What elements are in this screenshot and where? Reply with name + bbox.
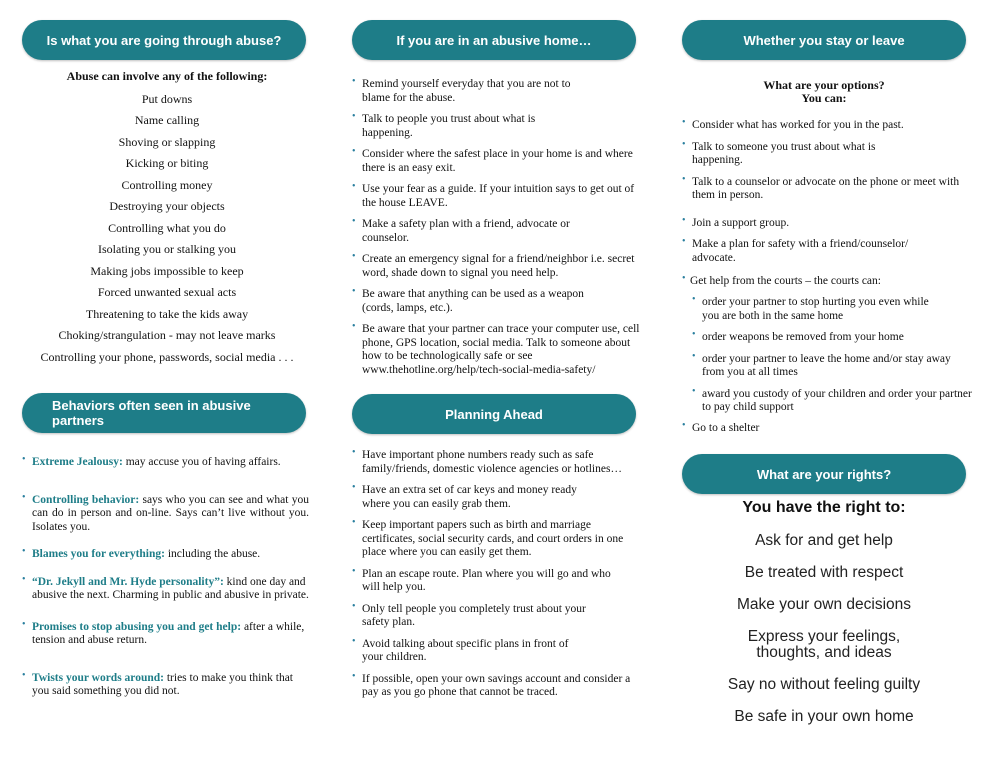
list-item: thoughts, and ideas [756,644,892,661]
behavior-text: may accuse you of having affairs. [122,456,281,468]
options-line-2: You can: [801,91,847,105]
behavior-label: Controlling behavior: [32,493,140,506]
courts-intro: • Get help from the courts – the courts can: [682,275,972,289]
list-item: Kicking or biting [125,156,209,170]
list-item: Forced unwanted sexual acts [97,285,237,299]
header-stay-or-leave [682,20,966,60]
list-item: • Consider where the safest place in your home is and where there is an easy exit. [352,148,648,175]
list-item: • order your partner to stop hurting you even while you are both in the same home [692,296,972,323]
list-item [22,456,309,470]
list-item: Controlling money [121,177,213,192]
header-label: What are your rights? [756,466,892,482]
list-item: Name calling [134,113,200,127]
options-heading [682,79,966,105]
list-item: Controlling what you do [108,220,226,235]
list-item: • Have important phone numbers ready such as safe family/friends, domestic violence agencies or hotlines… [352,449,642,476]
list-item: • order weapons be removed from your home [692,331,972,345]
list-item: • Talk to someone you trust about what is happening. [682,141,972,168]
options-list [682,119,972,271]
header-behaviors [22,393,306,433]
list-item: Making jobs impossible to keep [90,263,244,278]
list-item: • Use your fear as a guide. If your intuition says to get out of the house LEAVE. [352,183,648,210]
list-item: Isolating you or stalking you [98,242,236,256]
header-label: Behaviors often seen in abusive partners [52,398,251,428]
options-line-1: What are your options? [763,78,885,92]
behavior-text: including the abuse. [164,548,261,560]
header-label: Is what you are going through abuse? [46,32,282,48]
list-item: • Be aware that anything can be used as a weapon (cords, lamps, etc.). [352,288,648,315]
behavior-label: Extreme Jealousy: [32,456,123,468]
list-item [22,576,309,603]
list-item: • Talk to people you trust about what is happening. [352,113,648,140]
header-is-this-abuse [22,20,306,60]
list-item: • Have an extra set of car keys and money ready where you can easily grab them. [352,484,642,511]
behavior-text: tries to make you think that you said something you did not. [32,671,294,697]
header-label: If you are in an abusive home… [396,32,592,48]
header-your-rights [682,454,966,494]
list-item: Threatening to take the kids away [85,306,249,321]
list-item [22,672,309,699]
header-label: Planning Ahead [445,406,543,422]
list-item: Ask for and get help [755,532,893,549]
list-item [22,494,309,535]
behavior-label: “Dr. Jekyll and Mr. Hyde personality”: [32,575,224,588]
header-abusive-home [352,20,636,60]
list-item: • Make a plan for safety with a friend/counselor/ advocate. [682,238,972,265]
planning-list [352,449,642,700]
list-item: Be safe in your own home [734,708,914,725]
list-item: • Plan an escape route. Plan where you will go and who will help you. [352,568,642,595]
list-item: • Keep important papers such as birth and marriage certificates, social security cards, and court orders in one place where you can easily get them. [352,519,642,560]
list-item: • If possible, open your own savings account and consider a pay as you go phone that cannot be traced. [352,673,642,700]
list-item: • Consider what has worked for you in the past. [682,119,972,133]
list-item: • award you custody of your children and order your partner to pay child support [692,388,972,415]
list-item: • Only tell people you completely trust about your safety plan. [352,603,642,630]
list-item: Be treated with respect [744,564,904,581]
courts-list [692,296,972,415]
behavior-text: after a while, tension and abuse return. [32,620,305,646]
list-item [22,548,309,562]
list-item: • order your partner to leave the home and/or stay away from you at all times [692,353,972,380]
list-item [22,621,309,648]
home-list [352,78,648,377]
behavior-text: says who you can see and what you can do in person and on-line. Says can’t live without you. Isolates you. [32,493,309,533]
list-item: • Create an emergency signal for a friend/neighbor i.e. secret word, shade down to signal you need help. [352,253,648,280]
list-item: Choking/strangulation - may not leave marks [58,328,276,342]
shelter-item: • Go to a shelter [682,422,972,436]
abuse-intro: Abuse can involve any of the following: [66,69,268,83]
behaviors-list [22,456,309,699]
list-item: Make your own decisions [736,596,912,613]
behavior-label: Promises to stop abusing you and get help: [32,620,242,633]
behavior-text: kind one day and abusive the next. Charming in public and abusive in private. [32,575,309,601]
list-item: Controlling your phone, passwords, social media . . . [40,349,294,364]
list-item: Say no without feeling guilty [727,676,921,693]
list-item: • Be aware that your partner can trace your computer use, cell phone, GPS location, social media. Talk to someone about how to be technologically safe or see www.thehotline.org/help/tech-social-media-safety/ [352,323,648,377]
list-item: Shoving or slapping [118,134,216,149]
list-item: Express your feelings, [747,628,901,645]
shelter-section [682,422,972,436]
list-item: Destroying your objects [109,199,225,213]
list-item: • Avoid talking about specific plans in front of your children. [352,638,642,665]
list-item: • Join a support group. [682,217,972,231]
courts-section [682,275,972,296]
behavior-label: Blames you for everything: [32,548,165,560]
header-planning-ahead [352,394,636,434]
abuse-list [22,66,312,368]
rights-list [682,533,966,725]
list-item: Put downs [141,91,193,106]
behavior-label: Twists your words around: [32,671,164,684]
list-item: • Remind yourself everyday that you are not to blame for the abuse. [352,78,648,105]
rights-intro: You have the right to: [742,499,906,516]
header-label: Whether you stay or leave [743,32,905,48]
list-item: • Talk to a counselor or advocate on the phone or meet with them in person. [682,176,972,203]
list-item: • Make a safety plan with a friend, advocate or counselor. [352,218,648,245]
